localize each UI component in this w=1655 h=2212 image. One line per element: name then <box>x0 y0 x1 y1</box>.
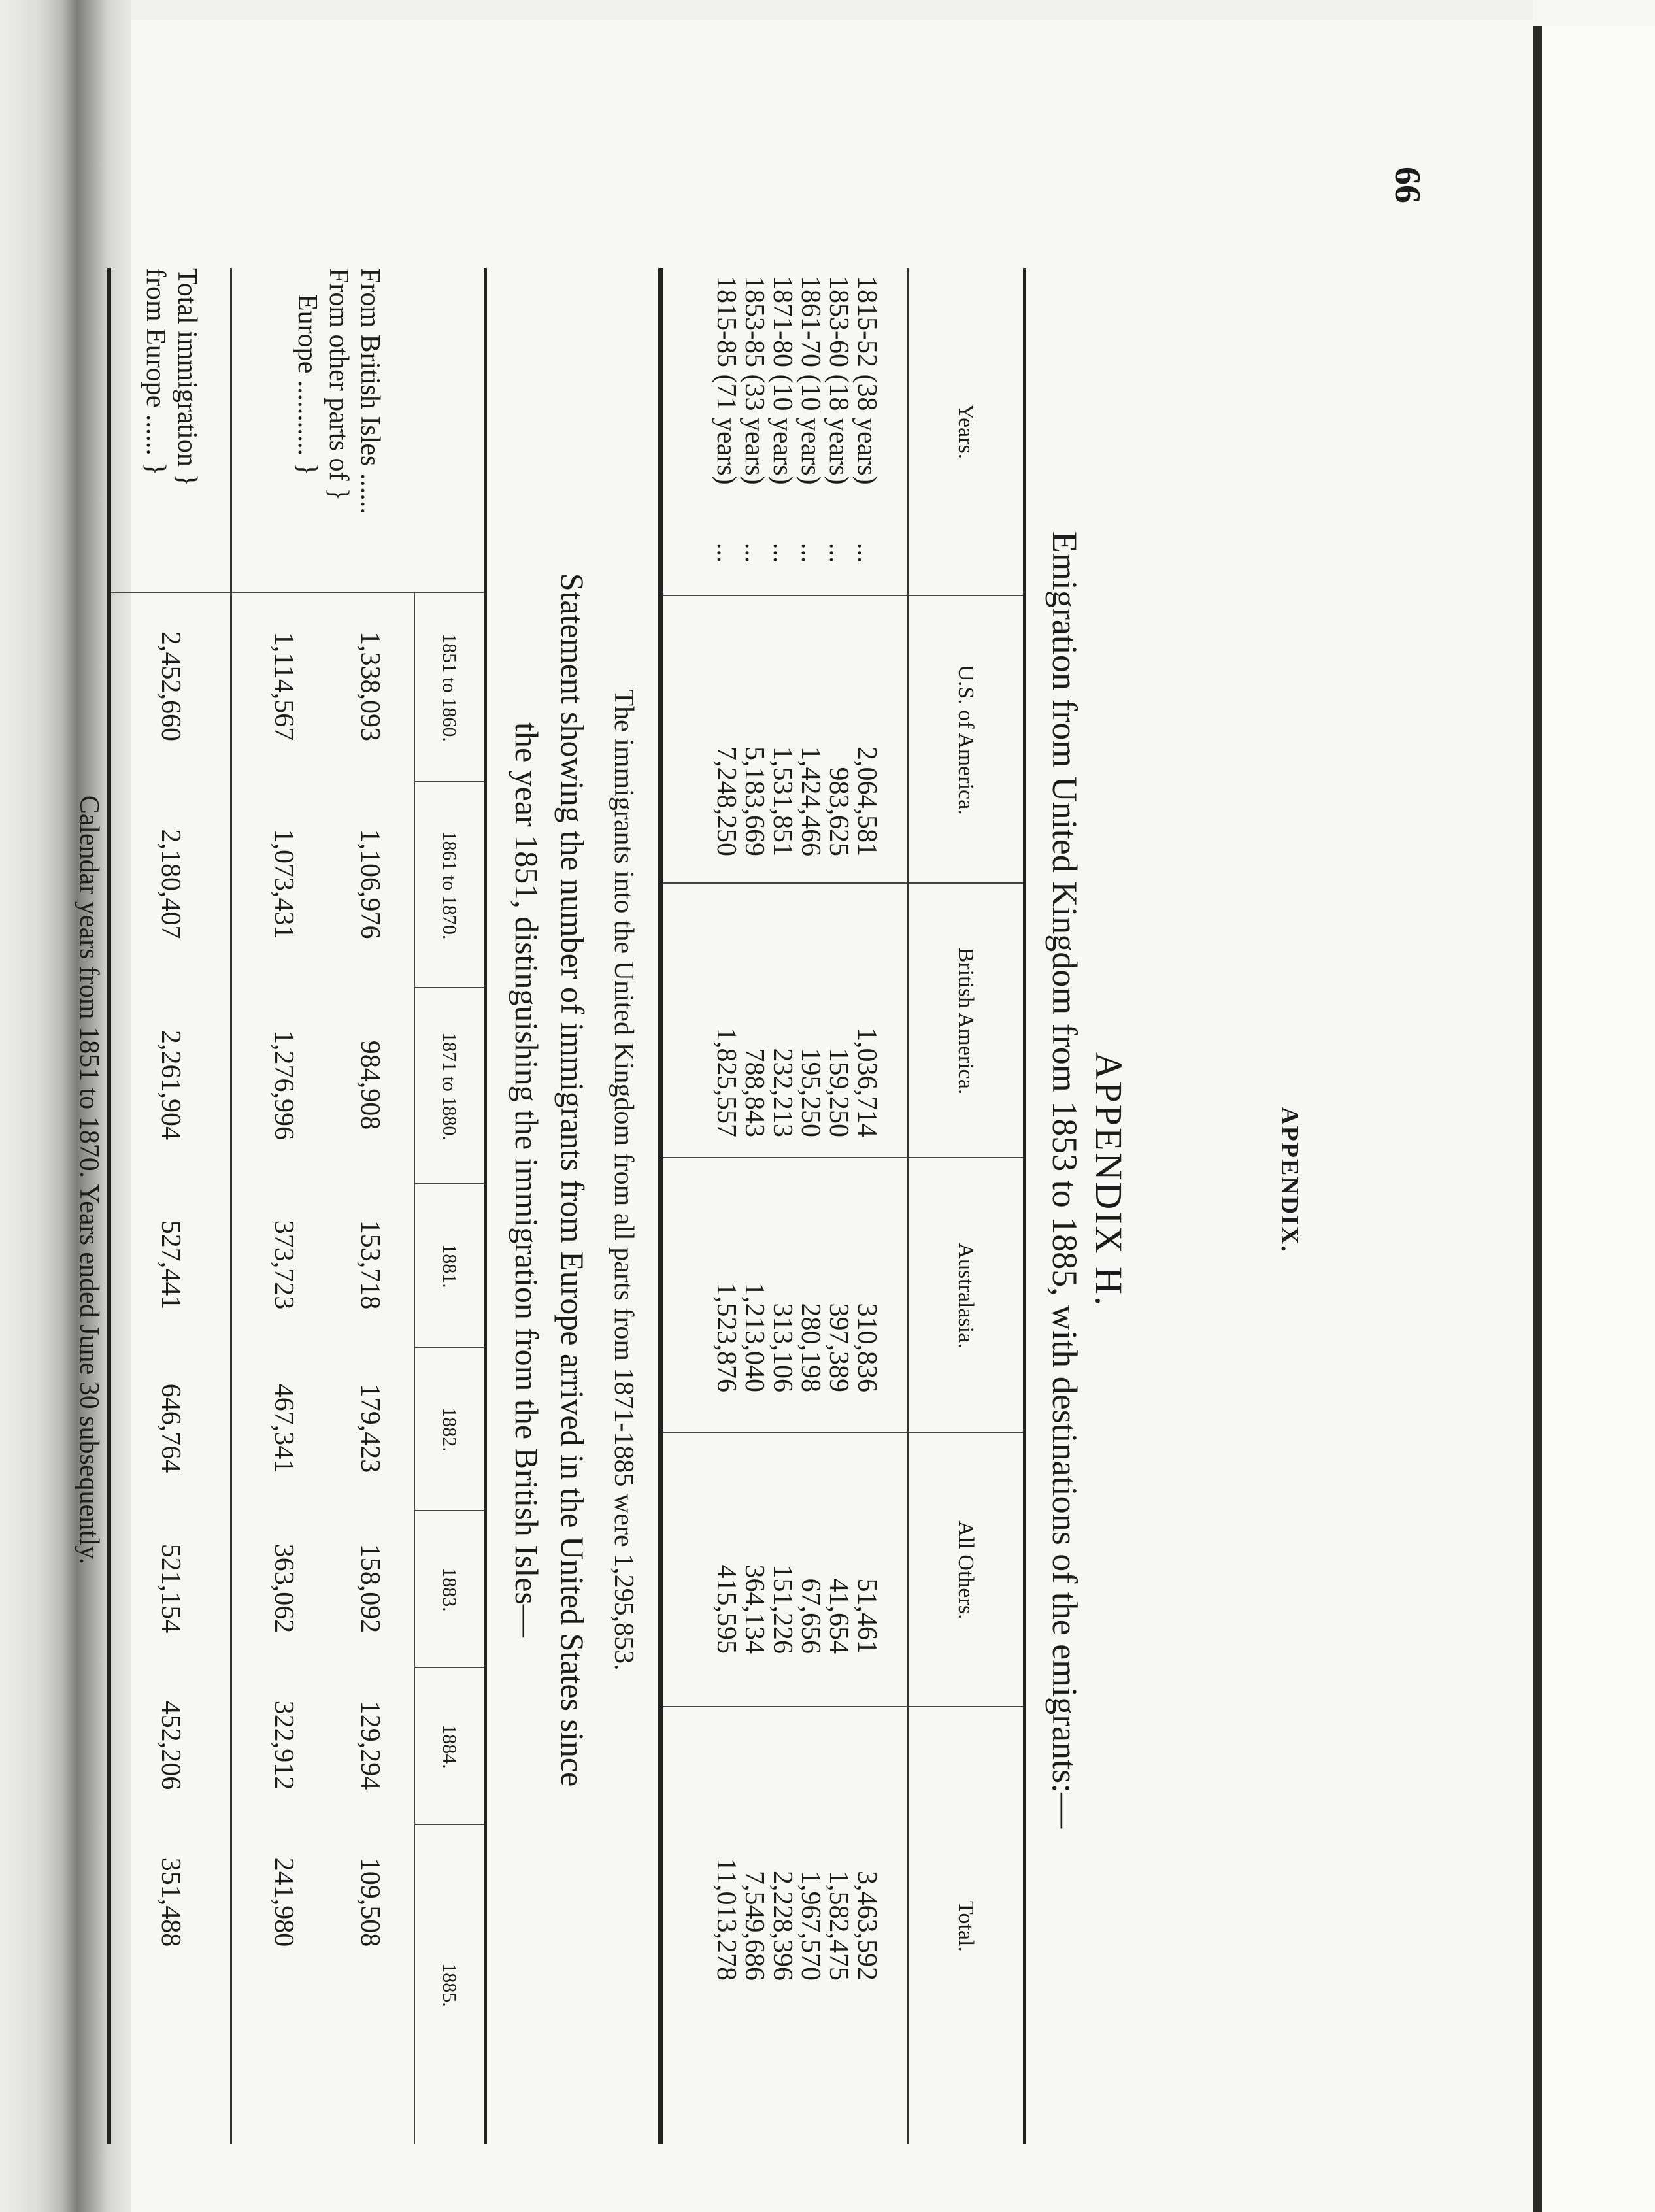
header-australasia: Australasia. <box>909 1157 1023 1433</box>
header-1881: 1881. <box>415 1183 484 1348</box>
other-europe-value: 467,341 <box>269 1383 299 1473</box>
total-value: 527,441 <box>156 1220 186 1310</box>
row-years: 1861-70 (10 years) <box>795 276 826 485</box>
total-value: 646,764 <box>156 1383 186 1473</box>
row-years: 1853-85 (33 years) <box>739 276 769 485</box>
total-value: 351,488 <box>156 1857 186 1947</box>
row-dots: ... <box>795 543 826 563</box>
british-value: 1,338,093 <box>355 631 385 741</box>
row-australasia: 310,836 <box>852 1303 882 1392</box>
emigration-table <box>658 268 1026 2144</box>
header-1871-1880: 1871 to 1880. <box>415 987 484 1184</box>
row-australasia: 1,523,876 <box>711 1282 741 1392</box>
other-europe-value: 373,723 <box>269 1220 299 1310</box>
row-dots: ... <box>852 543 882 563</box>
row-us: 7,248,250 <box>711 746 741 856</box>
other-europe-value: 363,062 <box>269 1543 299 1634</box>
row-all-others: 364,134 <box>739 1564 769 1654</box>
other-europe-value: 1,073,431 <box>269 829 299 939</box>
table2-footnote: Calendar years from 1851 to 1870. Years ended June 30 subsequently. <box>74 795 104 1565</box>
rotated-page-content <box>74 167 1438 2154</box>
total-value: 2,261,904 <box>156 1030 186 1140</box>
table2-column-rule <box>415 1510 484 1511</box>
row-us: 5,183,669 <box>739 746 769 856</box>
row-australasia: 280,198 <box>795 1303 826 1392</box>
british-value: 1,106,976 <box>355 829 385 939</box>
row-total: 3,463,592 <box>852 1871 882 1981</box>
header-1884: 1884. <box>415 1667 484 1825</box>
row-years: 1815-85 (71 years) <box>711 276 741 485</box>
row-dots: ... <box>824 543 854 563</box>
row-australasia: 313,106 <box>767 1303 797 1392</box>
row-years: 1853-60 (18 years) <box>824 276 854 485</box>
table2-column-rule <box>415 781 484 782</box>
next-page-edge <box>1533 26 1655 2212</box>
table2-total-rule <box>230 268 232 2144</box>
row-british-america: 1,036,714 <box>852 1028 882 1137</box>
row-all-others: 41,654 <box>824 1578 854 1654</box>
row-dots: ... <box>767 543 797 563</box>
row-australasia: 1,213,040 <box>739 1282 769 1392</box>
row-dots: ... <box>711 543 741 563</box>
table1-header-row <box>907 268 1023 2144</box>
next-page-top <box>1533 0 1655 26</box>
header-1861-1870: 1861 to 1870. <box>415 781 484 988</box>
total-value: 521,154 <box>156 1543 186 1634</box>
british-value: 109,508 <box>355 1857 385 1947</box>
row-us: 983,625 <box>824 767 854 856</box>
row-total: 2,228,396 <box>767 1871 797 1981</box>
row-british-america: 159,250 <box>824 1048 854 1137</box>
page-number: 66 <box>1387 167 1428 203</box>
table1-caption: Emigration from United Kingdom from 1853 to 1885, with destinations of the emigrants:— <box>1045 531 1084 1829</box>
table2-column-rule <box>415 1183 484 1184</box>
table2-header-rule <box>414 592 415 2144</box>
row-us: 2,064,581 <box>852 746 882 856</box>
row-label-total: Total immigration } <box>172 268 202 487</box>
british-value: 984,908 <box>355 1040 385 1130</box>
header-total: Total. <box>909 1706 1023 2145</box>
row-us: 1,424,466 <box>795 746 826 856</box>
row-label-british-isles: From British Isles ...... <box>355 268 385 514</box>
table2-caption-line2: the year 1851, distinguishing the immigration from the British Isles— <box>509 722 545 1637</box>
row-total: 11,013,278 <box>711 1858 741 1981</box>
row-years: 1815-52 (38 years) <box>852 276 882 485</box>
total-value: 2,180,407 <box>156 829 186 939</box>
row-total: 7,549,686 <box>739 1871 769 1981</box>
row-dots: ... <box>739 543 769 563</box>
header-1885: 1885. <box>415 1824 484 2145</box>
row-australasia: 397,389 <box>824 1303 854 1392</box>
table2-column-rule <box>415 1667 484 1668</box>
running-head: APPENDIX. <box>1276 1107 1303 1253</box>
row-british-america: 195,250 <box>795 1048 826 1137</box>
other-europe-value: 1,276,996 <box>269 1030 299 1140</box>
row-british-america: 788,843 <box>739 1048 769 1137</box>
header-british-america: British America. <box>909 882 1023 1158</box>
header-all-others: All Others. <box>909 1432 1023 1707</box>
header-us: U.S. of America. <box>909 595 1023 884</box>
other-europe-value: 1,114,567 <box>269 631 299 741</box>
row-all-others: 51,461 <box>852 1578 882 1654</box>
table2-column-rule <box>415 987 484 988</box>
row-label-other-europe: From other parts of } <box>324 268 354 501</box>
appendix-title: APPENDIX H. <box>1088 1052 1130 1308</box>
british-value: 129,294 <box>355 1700 385 1790</box>
total-value: 452,206 <box>156 1700 186 1790</box>
other-europe-value: 322,912 <box>269 1700 299 1790</box>
row-label-total: from Europe ...... } <box>141 268 171 476</box>
row-all-others: 415,595 <box>711 1564 741 1654</box>
row-british-america: 1,825,557 <box>711 1028 741 1137</box>
row-years: 1871-80 (10 years) <box>767 276 797 485</box>
row-all-others: 67,656 <box>795 1578 826 1654</box>
row-label-other-europe: Europe ........... } <box>292 294 322 476</box>
other-europe-value: 241,980 <box>269 1857 299 1947</box>
row-total: 1,582,475 <box>824 1871 854 1981</box>
table1-note: The immigrants into the United Kingdom from all parts from 1871-1885 were 1,295,853. <box>609 689 639 1671</box>
table2-column-rule <box>415 1347 484 1348</box>
row-all-others: 151,226 <box>767 1564 797 1654</box>
row-british-america: 232,213 <box>767 1048 797 1137</box>
row-us: 1,531,851 <box>767 746 797 856</box>
table2-caption-line1: Statement showing the number of immigrants from Europe arrived in the United States since <box>554 573 591 1787</box>
immigration-table <box>107 268 487 2144</box>
header-1851-1860: 1851 to 1860. <box>415 592 484 782</box>
header-years: Years. <box>954 403 978 460</box>
british-value: 153,718 <box>355 1220 385 1310</box>
header-1882: 1882. <box>415 1347 484 1511</box>
british-value: 179,423 <box>355 1383 385 1473</box>
header-1883: 1883. <box>415 1510 484 1668</box>
total-value: 2,452,660 <box>156 631 186 741</box>
row-total: 1,967,570 <box>795 1871 826 1981</box>
table2-column-rule <box>415 1824 484 1825</box>
british-value: 158,092 <box>355 1543 385 1634</box>
